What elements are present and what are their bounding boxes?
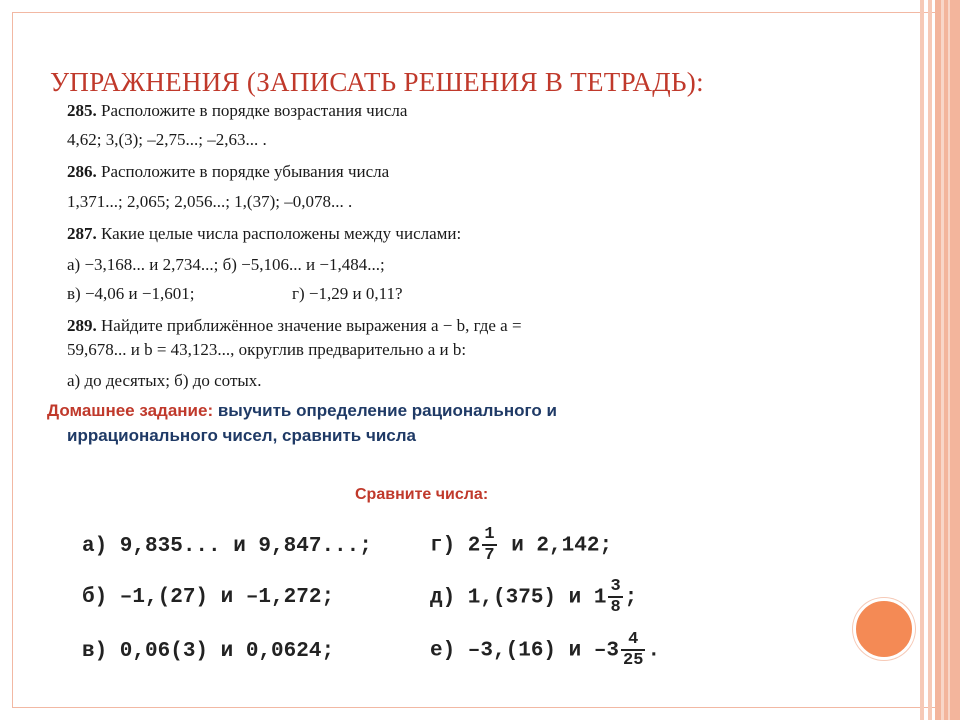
fraction bbox=[621, 630, 645, 670]
decor-stripe bbox=[948, 0, 950, 720]
fraction bbox=[608, 577, 622, 617]
fraction-denominator: 25 bbox=[623, 651, 644, 670]
compare-item-v: в) 0,06(3) и 0,0624; bbox=[82, 640, 335, 663]
exercise-286-numbers: 1,371...; 2,065; 2,056...; 1,(37); –0,078... . bbox=[67, 192, 353, 211]
decor-stripe bbox=[941, 0, 944, 720]
exercise-number: 285. bbox=[67, 101, 97, 120]
fraction-denominator: 8 bbox=[610, 598, 621, 617]
fraction-denominator: 7 bbox=[484, 546, 495, 565]
fraction-numerator: 3 bbox=[610, 577, 621, 596]
exercise-285 bbox=[67, 101, 407, 121]
exercise-287-v: в) −4,06 и −1,601; bbox=[67, 284, 195, 303]
slide-title: УПРАЖНЕНИЯ (ЗАПИСАТЬ РЕШЕНИЯ В ТЕТРАДЬ): bbox=[50, 67, 704, 97]
compare-item-d-prefix: д) 1,(375) и 1 bbox=[430, 586, 607, 610]
fraction-numerator: 4 bbox=[621, 630, 645, 651]
exercise-287-ab: а) −3,168... и 2,734...; б) −5,106... и −1,484...; bbox=[67, 255, 385, 274]
exercise-text: Расположите в порядке убывания числа bbox=[96, 162, 390, 181]
exercise-number: 289. bbox=[67, 316, 97, 335]
compare-item-a: а) 9,835... и 9,847...; bbox=[82, 535, 372, 558]
exercise-text: Найдите приближённое значение выражения a − b, где a = bbox=[96, 316, 522, 335]
homework-label: Домашнее задание: bbox=[47, 401, 214, 420]
exercise-289-line2: 59,678... и b = 43,123..., округлив предварительно a и b: bbox=[67, 340, 467, 359]
compare-item-b: б) –1,(27) и –1,272; bbox=[82, 586, 335, 609]
exercise-text: Какие целые числа расположены между числами: bbox=[96, 224, 462, 243]
decor-stripe bbox=[920, 0, 924, 720]
exercise-number: 286. bbox=[67, 162, 97, 181]
compare-item-g-prefix: г) 2 bbox=[430, 534, 481, 558]
exercise-286 bbox=[67, 162, 389, 182]
compare-item-g bbox=[430, 525, 612, 565]
compare-item-e-suffix: . bbox=[647, 639, 661, 663]
compare-item-e-prefix: е) –3,(16) и –3 bbox=[430, 639, 620, 663]
compare-title: Сравните числа: bbox=[355, 486, 489, 503]
fraction-numerator: 1 bbox=[484, 525, 495, 544]
exercise-287-vg bbox=[67, 284, 527, 304]
exercise-285-numbers: 4,62; 3,(3); –2,75...; –2,63... . bbox=[67, 130, 267, 149]
exercise-287-g: г) −1,29 и 0,11? bbox=[292, 284, 403, 303]
homework-text: выучить определение рационального и bbox=[213, 401, 557, 420]
fraction bbox=[482, 525, 496, 565]
decor-circle bbox=[853, 598, 915, 660]
compare-item-d-suffix: ; bbox=[624, 586, 638, 610]
compare-item-d bbox=[430, 577, 637, 617]
homework bbox=[47, 398, 807, 448]
exercise-289-options: а) до десятых; б) до сотых. bbox=[67, 371, 262, 390]
compare-item-g-suffix: и 2,142; bbox=[498, 534, 613, 558]
compare-item-e bbox=[430, 630, 660, 670]
exercise-number: 287. bbox=[67, 224, 97, 243]
exercise-287 bbox=[67, 224, 461, 244]
exercise-text: Расположите в порядке возрастания числа bbox=[96, 101, 408, 120]
homework-text-line2: иррационального чисел, сравнить числа bbox=[67, 426, 417, 445]
decor-stripe bbox=[928, 0, 932, 720]
exercise-289 bbox=[67, 316, 522, 336]
